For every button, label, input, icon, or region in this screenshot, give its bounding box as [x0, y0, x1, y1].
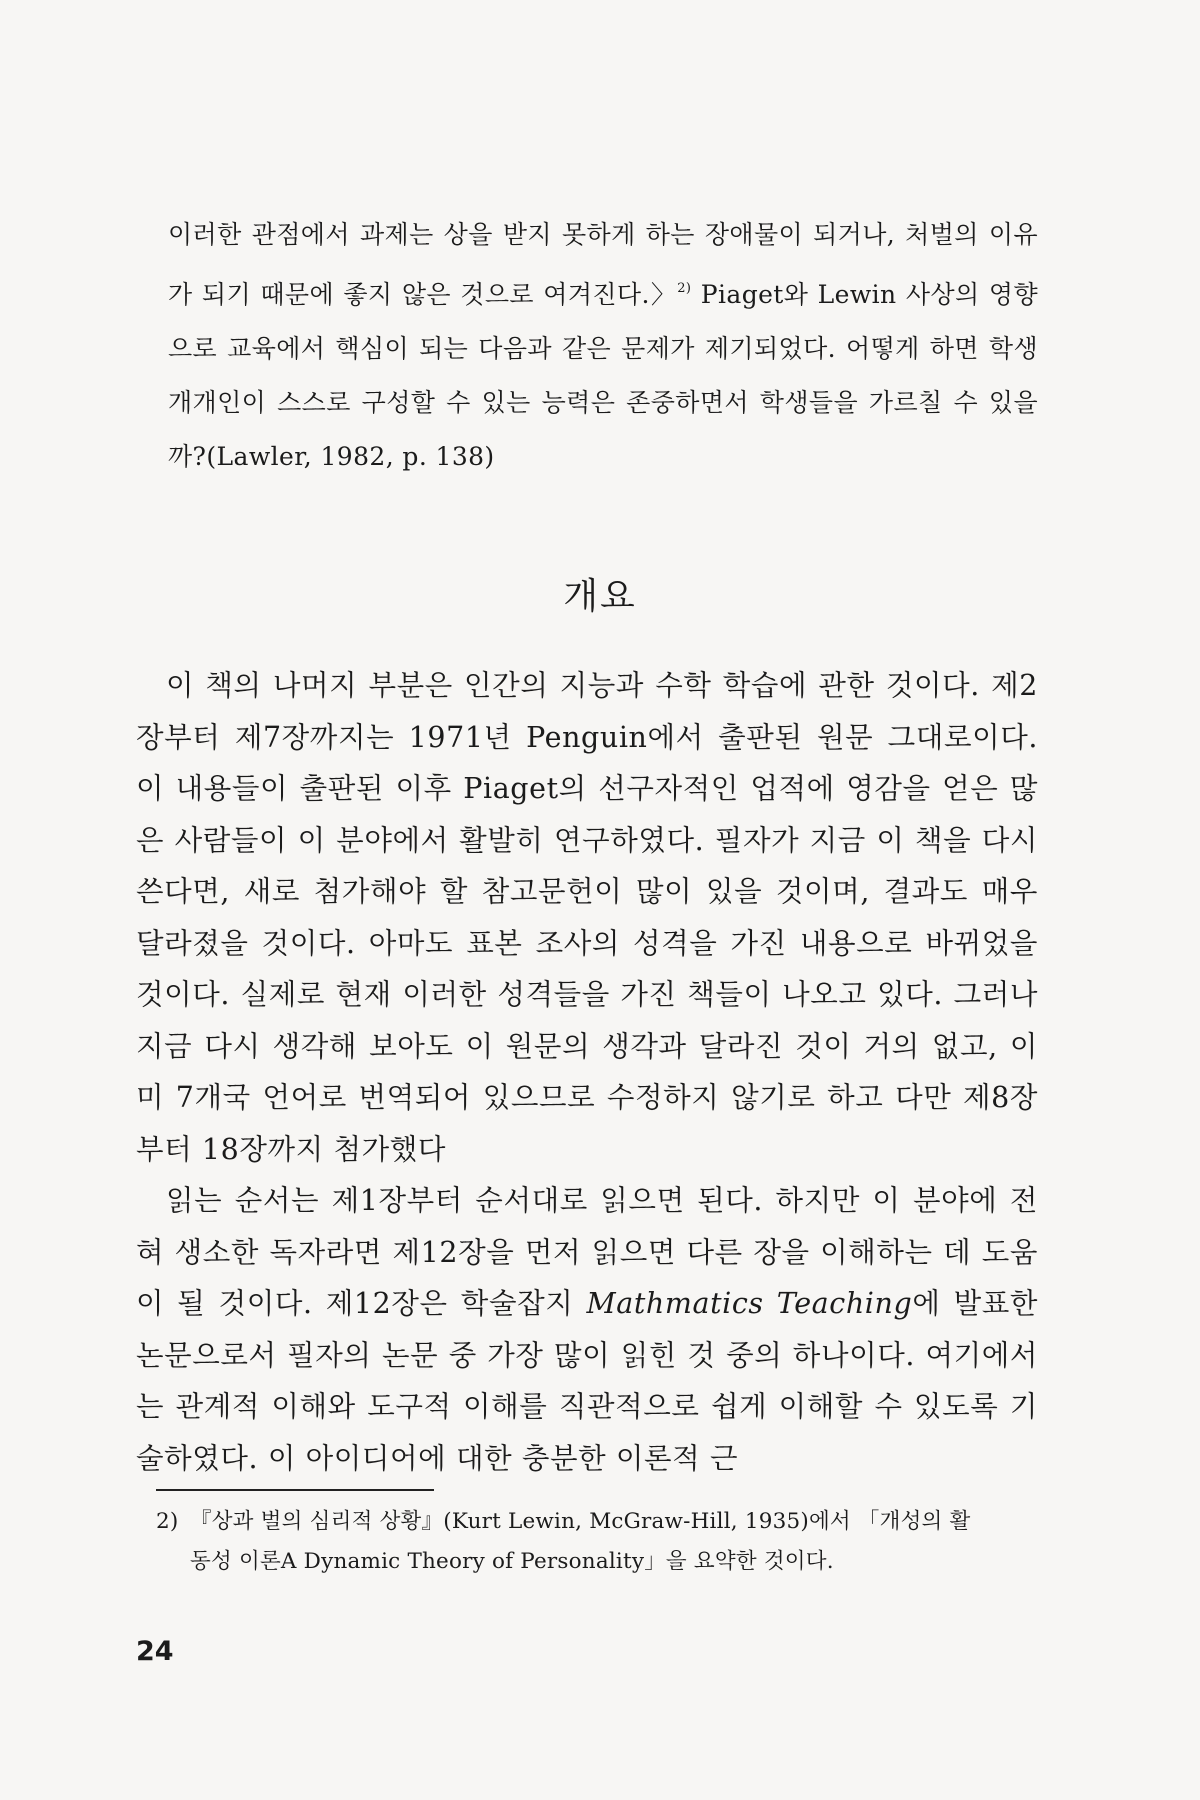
- quote-paragraph: [168, 208, 1038, 484]
- section-heading: 개요: [563, 576, 637, 617]
- footnote-line-2: 동성 이론A Dynamic Theory of Personality」을 요약한 것이다.: [190, 1549, 834, 1574]
- page-number: 24: [136, 1636, 174, 1667]
- body-text: [136, 660, 1038, 1484]
- block-quote: [168, 208, 1038, 484]
- footnote-reference: 2): [677, 281, 692, 296]
- footnote-divider: [156, 1489, 434, 1491]
- footnote-number: 2): [156, 1509, 179, 1534]
- quote-text-start: 이러한 관점에서 과제는 상을 받지 못하게 하는 장애물이 되거나, 처벌의 이유가 되기 때문에 좋지 않은 것으로 여겨진다.〉: [168, 220, 1038, 309]
- quote-text-end: Piaget와 Lewin 사상의 영향으로 교육에서 핵심이 되는 다음과 같은 문제가 제기되었다. 어떻게 하면 학생 개개인이 스스로 구성할 수 있는 능력은 존중하면서 학생들을 가르칠 수 있을까?(Lawler, 1982, p. 138): [168, 280, 1039, 471]
- paragraph-2: [136, 1175, 1038, 1484]
- journal-title: Mathmatics Teaching: [586, 1287, 913, 1320]
- footnote: [156, 1502, 1038, 1582]
- paragraph-2-start: 읽는 순서는 제1장부터 순서대로 읽으면 된다. 하지만 이 분야에 전혀 생소한 독자라면 제12장을 먼저 읽으면 다른 장을 이해하는 데 도움이 될 것이다. 제12장은 학술잡지: [136, 1184, 1038, 1320]
- paragraph-2-end: 에 발표한 논문으로서 필자의 논문 중 가장 많이 읽힌 것 중의 하나이다. 여기에서는 관계적 이해와 도구적 이해를 직관적으로 쉽게 이해할 수 있도록 기술하였다. 이 아이디어에 대한 충분한 이론적 근: [136, 1287, 1038, 1475]
- footnote-line-1: 『상과 벌의 심리적 상황』(Kurt Lewin, McGraw-Hill, 1935)에서 「개성의 활: [190, 1509, 971, 1534]
- paragraph-1: 이 책의 나머지 부분은 인간의 지능과 수학 학습에 관한 것이다. 제2장부터 제7장까지는 1971년 Penguin에서 출판된 원문 그대로이다. 이 내용들이 출판된 이후 Piaget의 선구자적인 업적에 영감을 얻은 많은 사람들이 이 분야에서 활발히 연구하였다. 필자가 지금 이 책을 다시 쓴다면, 새로 첨가해야 할 참고문헌이 많이 있을 것이며, 결과도 매우 달라졌을 것이다. 아마도 표본 조사의 성격을 가진 내용으로 바뀌었을 것이다. 실제로 현재 이러한 성격들을 가진 책들이 나오고 있다. 그러나 지금 다시 생각해 보아도 이 원문의 생각과 달라진 것이 거의 없고, 이미 7개국 언어로 번역되어 있으므로 수정하지 않기로 하고 다만 제8장부터 18장까지 첨가했다: [136, 669, 1039, 1166]
